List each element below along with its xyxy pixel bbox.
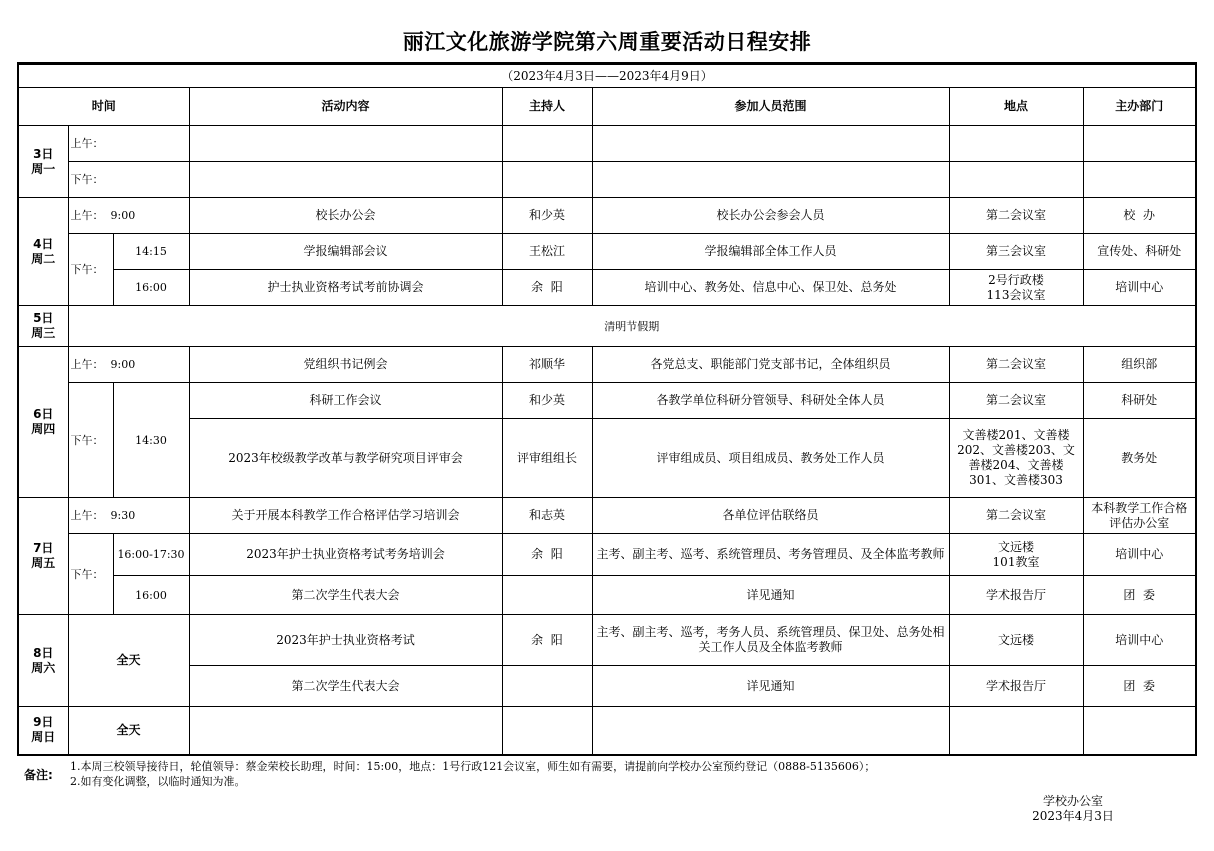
- allday-cell: 全天: [68, 707, 189, 755]
- notes-label: 备注:: [24, 768, 53, 782]
- issue-date: 2023年4月3日: [1032, 809, 1114, 823]
- time-cell: 16:00-17:30: [113, 534, 189, 576]
- holiday-cell: 清明节假期: [68, 306, 1196, 347]
- time-cell: 16:00: [113, 576, 189, 615]
- participants-cell: 各党总支、职能部门党支部书记，全体组织员: [592, 347, 949, 383]
- organizer-cell: 教务处: [1083, 419, 1196, 498]
- table-row: [18, 347, 1196, 383]
- participants-cell: 详见通知: [592, 666, 949, 707]
- header-location: 地点: [949, 88, 1083, 126]
- participants-cell: 各教学单位科研分管领导、科研处全体人员: [592, 383, 949, 419]
- time-cell: 上午：: [68, 126, 189, 162]
- day-cell: 8日 周六: [18, 615, 68, 707]
- table-row: [18, 306, 1196, 347]
- host-cell: 评审组组长: [502, 419, 592, 498]
- organizer-cell: 本科教学工作合格评估办公室: [1083, 498, 1196, 534]
- time-cell: 下午：: [68, 383, 113, 498]
- location-cell: 第二会议室: [949, 498, 1083, 534]
- day-cell: 3日 周一: [18, 126, 68, 198]
- table-row: [18, 234, 1196, 270]
- content-cell: 护士执业资格考试考前协调会: [189, 270, 502, 306]
- organizer-cell: 培训中心: [1083, 534, 1196, 576]
- table-row: [18, 162, 1196, 198]
- notes: [70, 759, 875, 789]
- location-cell: 第二会议室: [949, 198, 1083, 234]
- table-row: [18, 198, 1196, 234]
- content-cell: 2023年护士执业资格考试: [189, 615, 502, 666]
- content-cell: 第二次学生代表大会: [189, 666, 502, 707]
- day-cell: 4日 周二: [18, 198, 68, 306]
- table-header: [18, 88, 1196, 126]
- time-cell: 16:00: [113, 270, 189, 306]
- table-row: [18, 498, 1196, 534]
- day-cell: 7日 周五: [18, 498, 68, 615]
- organizer-cell: 团 委: [1083, 666, 1196, 707]
- participants-cell: 各单位评估联络员: [592, 498, 949, 534]
- header-host: 主持人: [502, 88, 592, 126]
- day-cell: 6日 周四: [18, 347, 68, 498]
- content-cell: 2023年校级教学改革与教学研究项目评审会: [189, 419, 502, 498]
- content-cell: 学报编辑部会议: [189, 234, 502, 270]
- organizer-cell: 培训中心: [1083, 270, 1196, 306]
- organizer-cell: 宣传处、科研处: [1083, 234, 1196, 270]
- location-cell: 第二会议室: [949, 383, 1083, 419]
- host-cell: 和少英: [502, 198, 592, 234]
- time-cell: 上午： 9:30: [68, 498, 189, 534]
- table-row: [18, 419, 1196, 498]
- time-cell: 下午：: [68, 234, 113, 306]
- host-cell: 祁顺华: [502, 347, 592, 383]
- participants-cell: 详见通知: [592, 576, 949, 615]
- header-time: 时间: [18, 88, 189, 126]
- location-cell: 第二会议室: [949, 347, 1083, 383]
- table-row: [18, 126, 1196, 162]
- note-line: 1.本周三校领导接待日，轮值领导：蔡金荣校长助理，时间：15:00，地点：1号行政121会议室，师生如有需要，请提前向学校办公室预约登记（0888-5135606）；: [70, 760, 876, 773]
- table-row: [18, 383, 1196, 419]
- host-cell: [502, 576, 592, 615]
- host-cell: [502, 666, 592, 707]
- footer-signature: [1003, 794, 1143, 824]
- time-cell: 14:30: [113, 383, 189, 498]
- location-cell: 文善楼201、文善楼202、文善楼203、文善楼204、文善楼301、文善楼303: [949, 419, 1083, 498]
- table-row: [18, 707, 1196, 755]
- location-cell: 2号行政楼 113会议室: [949, 270, 1083, 306]
- organizer-cell: 组织部: [1083, 347, 1196, 383]
- time-cell: 下午：: [68, 162, 189, 198]
- day-cell: 5日 周三: [18, 306, 68, 347]
- location-cell: 第三会议室: [949, 234, 1083, 270]
- header-organizer: 主办部门: [1083, 88, 1196, 126]
- content-cell: 关于开展本科教学工作合格评估学习培训会: [189, 498, 502, 534]
- schedule-table: [17, 62, 1197, 756]
- participants-cell: 评审组成员、项目组成员、教务处工作人员: [592, 419, 949, 498]
- host-cell: 王松江: [502, 234, 592, 270]
- office-name: 学校办公室: [1042, 794, 1103, 808]
- date-range: （2023年4月3日——2023年4月9日）: [18, 65, 1196, 88]
- table-row: [18, 615, 1196, 666]
- host-cell: 和少英: [502, 383, 592, 419]
- location-cell: 文远楼: [949, 615, 1083, 666]
- page-title: 丽江文化旅游学院第六周重要活动日程安排: [402, 30, 812, 54]
- participants-cell: 主考、副主考、巡考，考务人员、系统管理员、保卫处、总务处相关工作人员及全体监考教师: [592, 615, 949, 666]
- table-row: [18, 666, 1196, 707]
- time-cell: 上午： 9:00: [68, 198, 189, 234]
- table-row: [18, 576, 1196, 615]
- organizer-cell: 培训中心: [1083, 615, 1196, 666]
- organizer-cell: 科研处: [1083, 383, 1196, 419]
- organizer-cell: 校 办: [1083, 198, 1196, 234]
- participants-cell: 校长办公会参会人员: [592, 198, 949, 234]
- note-line: 2.如有变化调整，以临时通知为准。: [70, 775, 246, 788]
- participants-cell: 主考、副主考、巡考、系统管理员、考务管理员、及全体监考教师: [592, 534, 949, 576]
- content-cell: 第二次学生代表大会: [189, 576, 502, 615]
- host-cell: 余 阳: [502, 615, 592, 666]
- location-cell: 文远楼 101教室: [949, 534, 1083, 576]
- table-row: [18, 534, 1196, 576]
- host-cell: 余 阳: [502, 534, 592, 576]
- day-cell: 9日 周日: [18, 707, 68, 755]
- host-cell: 余 阳: [502, 270, 592, 306]
- participants-cell: 学报编辑部全体工作人员: [592, 234, 949, 270]
- content-cell: 党组织书记例会: [189, 347, 502, 383]
- header-participants: 参加人员范围: [592, 88, 949, 126]
- table-row: [18, 270, 1196, 306]
- time-cell: 14:15: [113, 234, 189, 270]
- host-cell: 和志英: [502, 498, 592, 534]
- location-cell: 学术报告厅: [949, 576, 1083, 615]
- content-cell: 校长办公会: [189, 198, 502, 234]
- participants-cell: 培训中心、教务处、信息中心、保卫处、总务处: [592, 270, 949, 306]
- time-cell: 下午：: [68, 534, 113, 615]
- location-cell: 学术报告厅: [949, 666, 1083, 707]
- time-cell: 上午： 9:00: [68, 347, 189, 383]
- header-content: 活动内容: [189, 88, 502, 126]
- content-cell: 科研工作会议: [189, 383, 502, 419]
- organizer-cell: 团 委: [1083, 576, 1196, 615]
- allday-cell: 全天: [68, 615, 189, 707]
- content-cell: 2023年护士执业资格考试考务培训会: [189, 534, 502, 576]
